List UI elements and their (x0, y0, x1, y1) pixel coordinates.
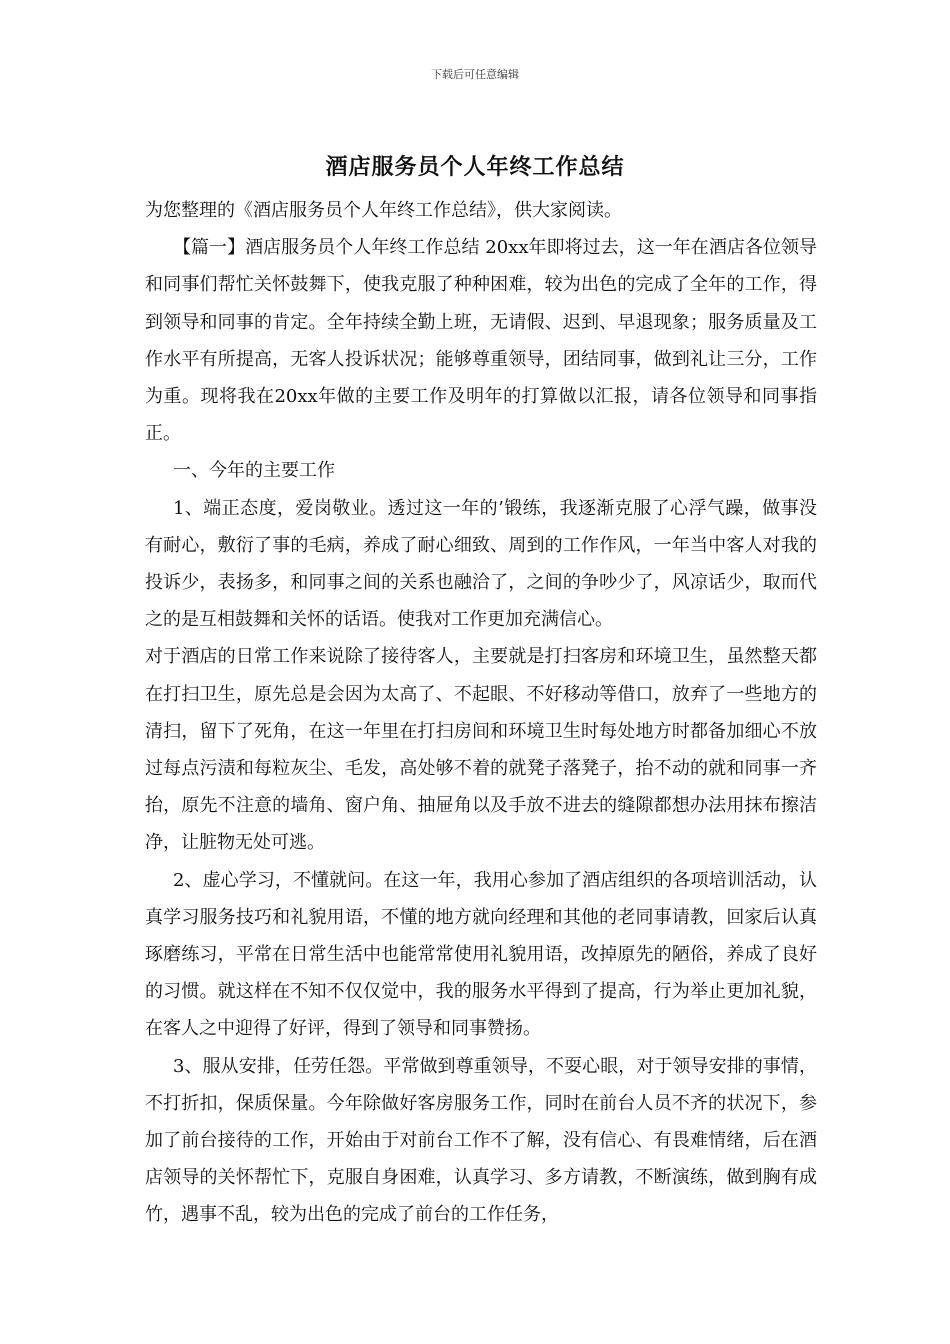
document-title: 酒店服务员个人年终工作总结 (325, 154, 625, 180)
intro-paragraph: 为您整理的《酒店服务员个人年终工作总结》，供大家阅读。 (145, 200, 622, 221)
section-heading: 一、今年的主要工作 (173, 460, 335, 482)
paragraph: 【篇一】酒店服务员个人年终工作总结 20xx年即将过去，这一年在酒店各位领导和同事们帮忙关怀鼓舞下，使我克服了种种困难，较为出色的完成了全年的工作，得到领导和同事的肯定。全年持续全勤上班，无请假、迟到、早退现象；服务质量及工作水平有所提高，无客人投诉状况；能够尊重领导，团结同事，做到礼让三分，工作为重。现将我在20xx年做的主要工作及明年的打算做以汇报，请各位领导和同事指正。 (145, 237, 817, 445)
paragraph: 1、端正态度，爱岗敬业。透过这一年的’锻练，我逐渐克服了心浮气躁，做事没有耐心，敷衍了事的毛病，养成了耐心细致、周到的工作作风，一年当中客人对我的投诉少，表扬多，和同事之间的关系也融洽了，之间的争吵少了，风凉话少，取而代之的是互相鼓舞和关怀的话语。使我对工作更加充满信心。 (145, 497, 817, 631)
paragraph: 对于酒店的日常工作来说除了接待客人，主要就是打扫客房和环境卫生，虽然整天都在打扫卫生，原先总是会因为太高了、不起眼、不好移动等借口，放弃了一些地方的清扫，留下了死角，在这一年里在打扫房间和环境卫生时每处地方时都备加细心不放过每点污渍和每粒灰尘、毛发，高处够不着的就凳子落凳子，抬不动的就和同事一齐抬，原先不注意的墙角、窗户角、抽屉角以及手放不进去的缝隙都想办法用抹布擦洁净，让脏物无处可逃。 (145, 646, 817, 854)
header-note: 下载后可任意编辑 (431, 68, 519, 81)
paragraph: 2、虚心学习，不懂就问。在这一年，我用心参加了酒店组织的各项培训活动，认真学习服务技巧和礼貌用语，不懂的地方就向经理和其他的老同事请教，回家后认真琢磨练习，平常在日常生活中也能常常使用礼貌用语，改掉原先的陋俗，养成了良好的习惯。就这样在不知不仅仅觉中，我的服务水平得到了提高，行为举止更加礼貌，在客人之中迎得了好评，得到了领导和同事赞扬。 (145, 869, 817, 1040)
document-body (145, 192, 817, 1234)
paragraph: 3、服从安排，任劳任怨。平常做到尊重领导，不耍心眼，对于领导安排的事情，不打折扣，保质保量。今年除做好客房服务工作，同时在前台人员不齐的状况下，参加了前台接待的工作，开始由于对前台工作不了解，没有信心、有畏难情绪，后在酒店领导的关怀帮忙下，克服自身困难，认真学习、多方请教，不断演练，做到胸有成竹，遇事不乱，较为出色的完成了前台的工作任务， (145, 1055, 817, 1226)
